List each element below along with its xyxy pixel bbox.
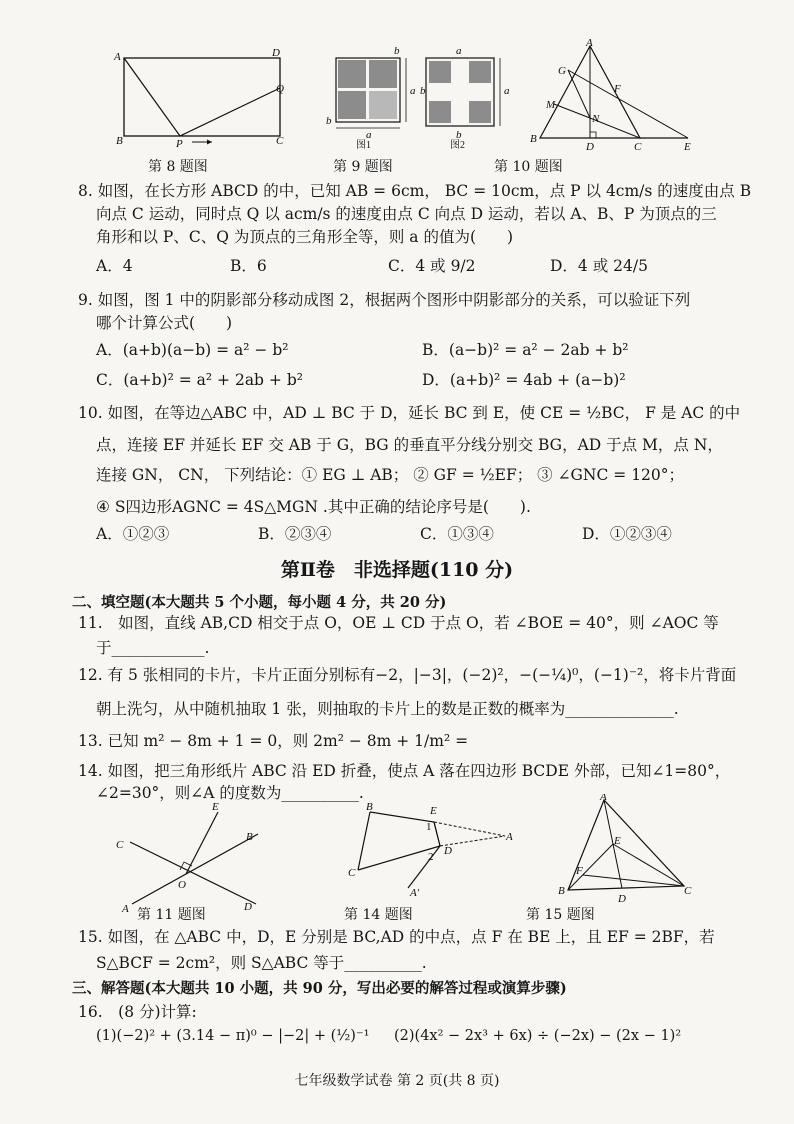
svg-text:B: B bbox=[246, 831, 253, 843]
page-footer: 七年级数学试卷 第 2 页(共 8 页) bbox=[294, 1073, 500, 1089]
svg-text:F: F bbox=[614, 83, 621, 95]
svg-text:D: D bbox=[586, 141, 594, 150]
figure-8 bbox=[112, 48, 292, 158]
svg-text:B: B bbox=[558, 885, 565, 897]
svg-text:b: b bbox=[326, 115, 332, 127]
svg-text:M: M bbox=[546, 99, 556, 111]
svg-text:N: N bbox=[592, 113, 600, 125]
svg-text:1: 1 bbox=[426, 821, 432, 833]
q10-line3: 连接 GN， CN， 下列结论：① EG ⊥ AB； ② GF = ½EF； ③ ∠GNC = 120°； bbox=[96, 466, 685, 484]
q8-option-d: D．4 或 24/5 bbox=[550, 257, 648, 275]
fig15-caption: 第 15 题图 bbox=[526, 907, 595, 923]
svg-text:B: B bbox=[366, 801, 373, 813]
q8-line3: 角形和以 P、C、Q 为顶点的三角形全等，则 a 的值为( ) bbox=[96, 228, 514, 246]
svg-text:E: E bbox=[430, 805, 437, 817]
svg-text:D: D bbox=[444, 845, 452, 857]
svg-text:a: a bbox=[504, 85, 510, 97]
svg-text:D: D bbox=[272, 48, 280, 59]
svg-text:b: b bbox=[420, 85, 426, 97]
q11-line1: 11. 如图，直线 AB,CD 相交于点 O，OE ⊥ CD 于点 O，若 ∠BOE = 40°，则 ∠AOC 等 bbox=[78, 614, 719, 632]
q10-line1: 10. 如图，在等边△ABC 中，AD ⊥ BC 于 D，延长 BC 到 E，使 CE = ½BC， F 是 AC 的中 bbox=[78, 404, 741, 422]
q8-option-a: A．4 bbox=[96, 257, 133, 275]
part2-title: 第Ⅱ卷 非选择题(110 分) bbox=[280, 559, 514, 581]
fig8-caption: 第 8 题图 bbox=[148, 159, 208, 175]
svg-text:Q: Q bbox=[276, 83, 284, 95]
figure-11 bbox=[108, 800, 278, 912]
svg-text:A: A bbox=[506, 831, 513, 843]
q14-line1: 14. 如图，把三角形纸片 ABC 沿 ED 折叠，使点 A 落在四边形 BCDE 外部，已知∠1=80°， bbox=[78, 762, 731, 780]
q14-line2: ∠2=30°，则∠A 的度数为__________. bbox=[96, 784, 364, 802]
svg-text:B: B bbox=[530, 133, 537, 145]
svg-text:E: E bbox=[684, 141, 691, 150]
figure-10 bbox=[528, 38, 698, 150]
svg-text:B: B bbox=[116, 135, 123, 147]
q9-option-d: D．(a+b)² = 4ab + (a−b)² bbox=[422, 371, 626, 389]
svg-text:C: C bbox=[684, 885, 692, 897]
section2-heading: 二、填空题(本大题共 5 个小题，每小题 4 分，共 20 分) bbox=[72, 594, 447, 611]
q9-line1: 9. 如图，图 1 中的阴影部分移动成图 2，根据两个图形中阴影部分的关系，可以验证下列 bbox=[78, 291, 691, 309]
q8-line2: 向点 C 运动，同时点 Q 以 acm/s 的速度由点 C 向点 D 运动，若以 A、B、P 为顶点的三 bbox=[96, 205, 717, 223]
svg-text:E: E bbox=[212, 801, 219, 813]
q9-option-c: C．(a+b)² = a² + 2ab + b² bbox=[96, 371, 303, 389]
q16-part2: (2)(4x² − 2x³ + 6x) ÷ (−2x) − (2x − 1)² bbox=[394, 1028, 682, 1044]
svg-text:A: A bbox=[600, 794, 607, 803]
section3-heading: 三、解答题(本大题共 10 小题，共 90 分，写出必要的解答过程或演算步骤) bbox=[72, 980, 567, 997]
svg-text:图1: 图1 bbox=[356, 140, 371, 151]
svg-text:F: F bbox=[576, 865, 583, 877]
svg-text:图2: 图2 bbox=[450, 140, 465, 151]
q9-option-b: B．(a−b)² = a² − 2ab + b² bbox=[422, 341, 629, 359]
q10-option-d: D．①②③④ bbox=[582, 525, 672, 543]
svg-text:D: D bbox=[618, 893, 626, 904]
svg-text:A: A bbox=[114, 51, 121, 63]
svg-text:b: b bbox=[394, 45, 400, 57]
q8-line1: 8. 如图，在长方形 ABCD 的中，已知 AB = 6cm， BC = 10cm，点 P 以 4cm/s 的速度由点 B bbox=[78, 182, 752, 200]
svg-text:b: b bbox=[456, 129, 462, 141]
q13-line1: 13. 已知 m² − 8m + 1 = 0，则 2m² − 8m + 1/m² = bbox=[78, 732, 469, 750]
fig14-caption: 第 14 题图 bbox=[344, 907, 413, 923]
figure-15 bbox=[556, 794, 706, 904]
q12-line1: 12. 有 5 张相同的卡片，卡片正面分别标有−2，|−3|，(−2)²，−(−¼)⁰，(−1)⁻²，将卡片背面 bbox=[78, 666, 737, 684]
svg-text:2: 2 bbox=[428, 851, 434, 863]
svg-text:C: C bbox=[634, 141, 642, 150]
q12-line2: 朝上洗匀，从中随机抽取 1 张，则抽取的卡片上的数是正数的概率为______________. bbox=[96, 700, 679, 718]
fig10-caption: 第 10 题图 bbox=[494, 159, 563, 175]
q10-option-b: B．②③④ bbox=[258, 525, 332, 543]
svg-text:C: C bbox=[276, 135, 284, 147]
q16-line1: 16. (8 分)计算: bbox=[78, 1003, 197, 1021]
q15-line1: 15. 如图，在 △ABC 中，D，E 分别是 BC,AD 的中点，点 F 在 BE 上，且 EF = 2BF，若 bbox=[78, 928, 715, 946]
q11-line2: 于____________. bbox=[96, 639, 210, 657]
svg-text:A: A bbox=[586, 38, 593, 49]
svg-text:a: a bbox=[366, 129, 372, 141]
figure-9 bbox=[322, 44, 512, 152]
q16-part1: (1)(−2)² + (3.14 − π)⁰ − |−2| + (½)⁻¹ bbox=[96, 1028, 370, 1044]
q9-line2: 哪个计算公式( ) bbox=[96, 314, 233, 332]
fig11-caption: 第 11 题图 bbox=[137, 907, 206, 923]
q10-line2: 点，连接 EF 并延长 EF 交 AB 于 G，BG 的垂直平分线分别交 BG，AD 于点 M，点 N， bbox=[96, 436, 723, 454]
q10-line4: ④ S四边形AGNC = 4S△MGN .其中正确的结论序号是( ). bbox=[96, 498, 531, 516]
svg-text:A: A bbox=[122, 903, 129, 912]
svg-text:E: E bbox=[614, 835, 621, 847]
q9-option-a: A．(a+b)(a−b) = a² − b² bbox=[96, 341, 289, 359]
svg-text:A′: A′ bbox=[410, 887, 420, 898]
svg-text:O: O bbox=[178, 879, 186, 891]
q8-option-c: C．4 或 9/2 bbox=[388, 257, 476, 275]
q10-option-a: A．①②③ bbox=[96, 525, 170, 543]
svg-text:G: G bbox=[558, 65, 566, 77]
svg-text:D: D bbox=[244, 901, 252, 912]
svg-text:C: C bbox=[116, 839, 124, 851]
svg-text:a: a bbox=[410, 85, 416, 97]
q8-option-b: B．6 bbox=[230, 257, 267, 275]
fig9-caption: 第 9 题图 bbox=[333, 159, 393, 175]
figure-14 bbox=[340, 800, 520, 898]
q10-option-c: C．①③④ bbox=[420, 525, 494, 543]
svg-text:P: P bbox=[176, 138, 183, 150]
svg-text:C: C bbox=[348, 867, 356, 879]
q15-line2: S△BCF = 2cm²，则 S△ABC 等于__________. bbox=[96, 954, 427, 972]
svg-text:a: a bbox=[456, 45, 462, 57]
